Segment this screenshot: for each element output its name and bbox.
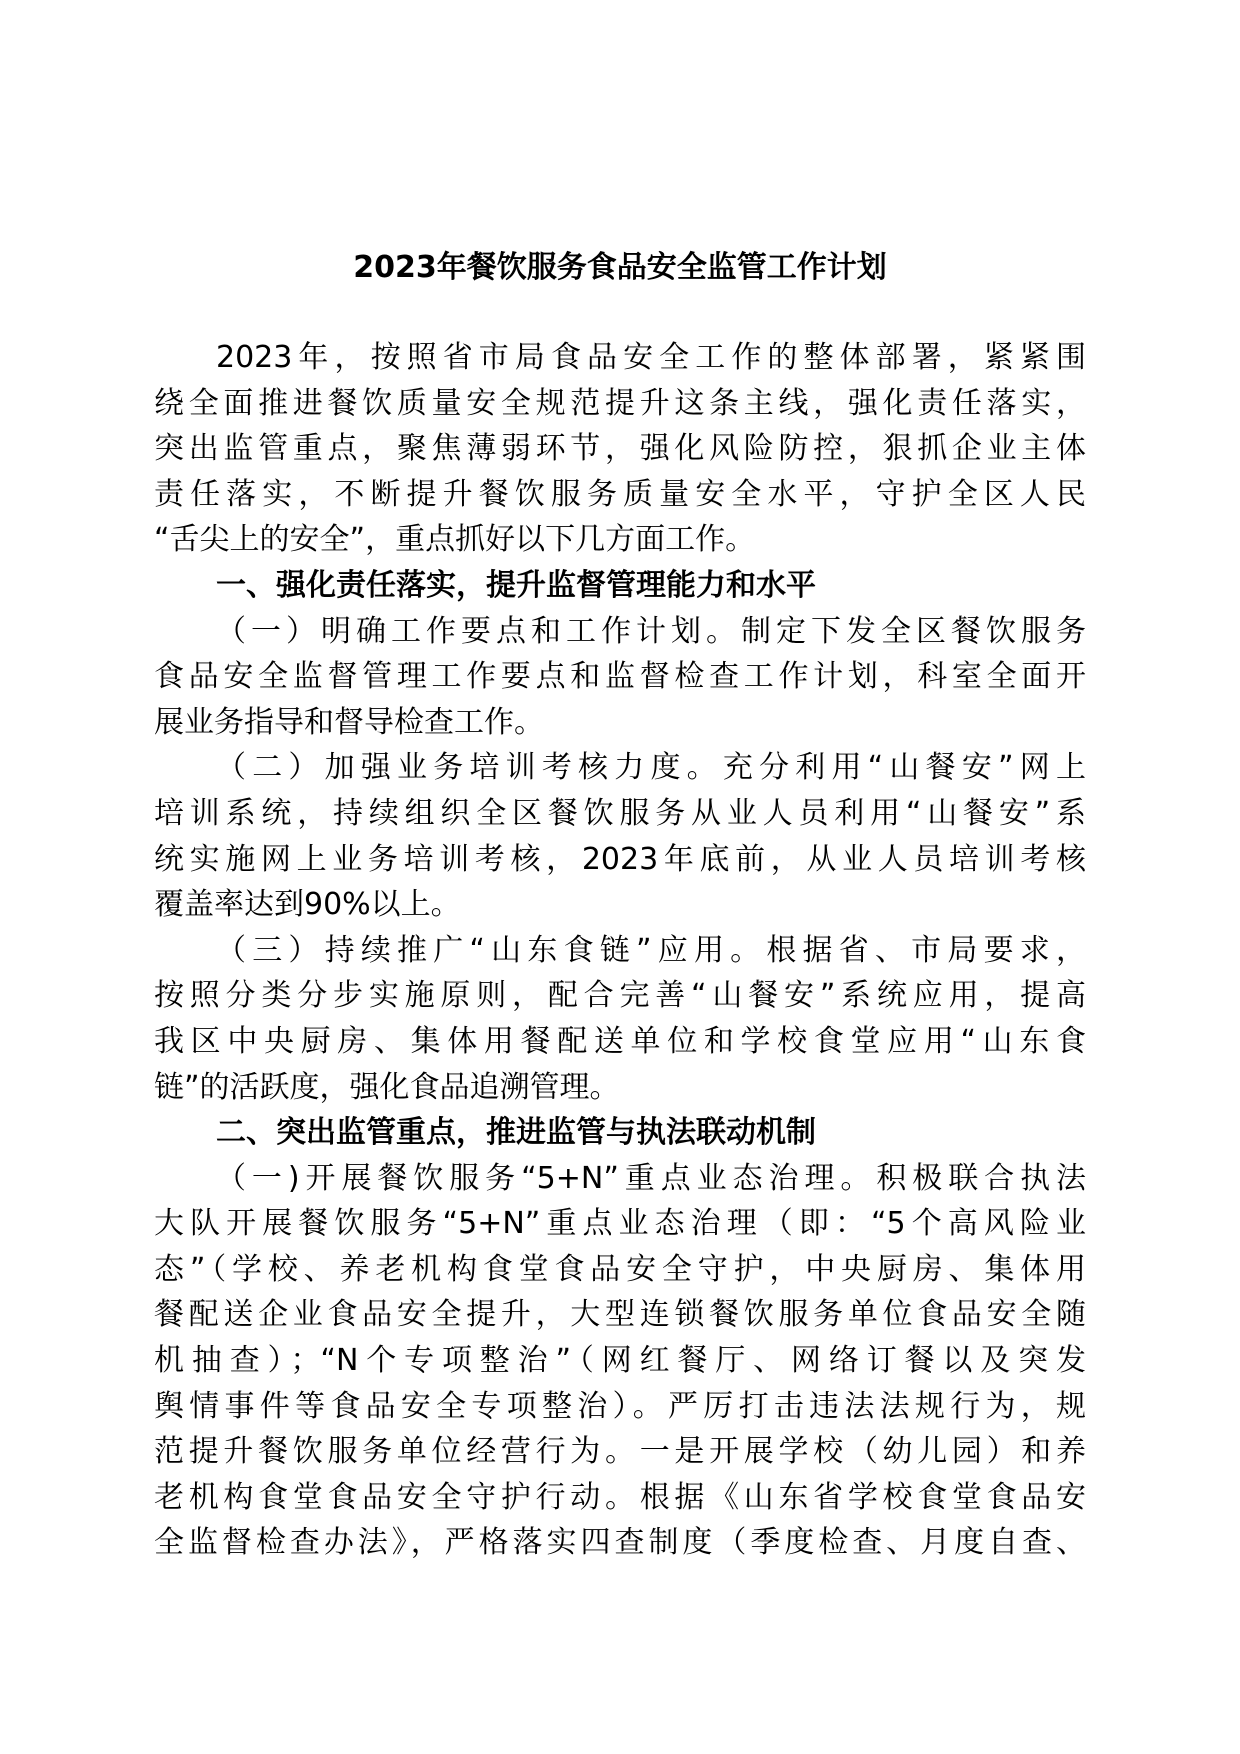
text-line: 按照分类分步实施原则，配合完善“山餐安”系统应用，提高 — [154, 978, 1086, 1014]
text-line: 餐配送企业食品安全提升，大型连锁餐饮服务单位食品安全随 — [154, 1297, 1086, 1333]
section-heading — [154, 1110, 1086, 1156]
text-line: 舆情事件等食品安全专项整治）。严厉打击违法法规行为，规 — [154, 1388, 1086, 1424]
text-line: 全监督检查办法》，严格落实四查制度（季度检查、月度自查、 — [154, 1525, 1086, 1561]
paragraph — [154, 745, 1086, 927]
text-line: 我区中央厨房、集体用餐配送单位和学校食堂应用“山东食 — [154, 1023, 1086, 1059]
text-line: 责任落实，不断提升餐饮服务质量安全水平，守护全区人民 — [154, 476, 1086, 512]
text-line: 老机构食堂食品安全守护行动。根据《山东省学校食堂食品安 — [154, 1479, 1086, 1515]
text-line: 二、突出监管重点，推进监管与执法联动机制 — [216, 1115, 816, 1151]
text-line: 链”的活跃度，强化食品追溯管理。 — [154, 1069, 620, 1105]
text-line: 展业务指导和督导检查工作。 — [154, 704, 544, 740]
text-line: 统实施网上业务培训考核，2023年底前，从业人员培训考核 — [154, 841, 1086, 877]
text-line: 一、强化责任落实，提升监督管理能力和水平 — [216, 567, 816, 603]
text-line: （一）明确工作要点和工作计划。制定下发全区餐饮服务 — [216, 613, 1086, 649]
document-body — [154, 335, 1086, 1566]
document-title: 2023年餐饮服务食品安全监管工作计划 — [353, 250, 887, 285]
text-line: 范提升餐饮服务单位经营行为。一是开展学校（幼儿园）和养 — [154, 1434, 1086, 1470]
text-line: 覆盖率达到90%以上。 — [154, 887, 461, 923]
paragraph — [154, 1156, 1086, 1566]
text-line: （一)开展餐饮服务“5+N”重点业态治理。积极联合执法 — [216, 1160, 1086, 1196]
text-line: 大队开展餐饮服务“5+N”重点业态治理（即：“5个高风险业 — [154, 1206, 1086, 1242]
text-line: （二）加强业务培训考核力度。充分利用“山餐安”网上 — [216, 750, 1086, 786]
paragraph — [154, 335, 1086, 563]
text-line: 机抽查）；“N个专项整治”（网红餐厅、网络订餐以及突发 — [154, 1343, 1086, 1379]
paragraph — [154, 609, 1086, 746]
text-line: 绕全面推进餐饮质量安全规范提升这条主线，强化责任落实， — [154, 385, 1086, 421]
text-line: 食品安全监督管理工作要点和监督检查工作计划，科室全面开 — [154, 659, 1086, 695]
text-line: 态”（学校、养老机构食堂食品安全守护，中央厨房、集体用 — [154, 1251, 1086, 1287]
text-line: “舌尖上的安全”，重点抓好以下几方面工作。 — [154, 522, 756, 558]
section-heading — [154, 563, 1086, 609]
text-line: （三）持续推广“山东食链”应用。根据省、市局要求， — [216, 932, 1086, 968]
text-line: 2023年，按照省市局食品安全工作的整体部署，紧紧围 — [216, 340, 1086, 375]
text-line: 突出监管重点，聚焦薄弱环节，强化风险防控，狠抓企业主体 — [154, 431, 1086, 467]
paragraph — [154, 928, 1086, 1110]
text-line: 培训系统，持续组织全区餐饮服务从业人员利用“山餐安”系 — [154, 795, 1086, 831]
